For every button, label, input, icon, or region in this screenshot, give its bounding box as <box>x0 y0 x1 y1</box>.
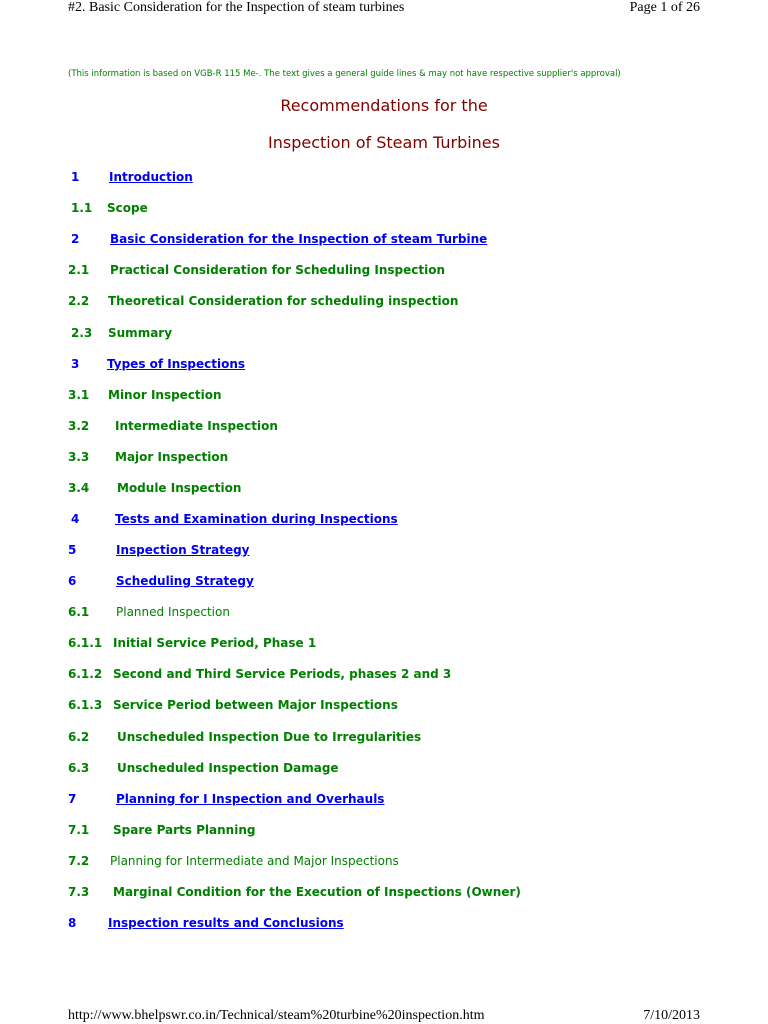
toc-label: Intermediate Inspection <box>115 419 278 433</box>
toc-link-1[interactable] <box>71 170 193 184</box>
toc-number: 6.1.3 <box>68 698 103 712</box>
toc-item-6-1-2 <box>68 667 451 681</box>
toc-number: 6.3 <box>68 761 90 775</box>
toc-label: Service Period between Major Inspections <box>113 698 398 712</box>
document-title-line-1: Recommendations for the <box>280 96 488 115</box>
document-title-line-2: Inspection of Steam Turbines <box>268 133 500 152</box>
toc-link-8[interactable] <box>68 916 344 930</box>
toc-label: Minor Inspection <box>108 388 222 402</box>
toc-item-3-1 <box>68 388 222 402</box>
toc-label: Inspection Strategy <box>116 543 250 557</box>
toc-number: 2.1 <box>68 263 90 277</box>
toc-link-7[interactable] <box>68 792 384 806</box>
toc-link-6[interactable] <box>68 574 254 588</box>
toc-label: Inspection results and Conclusions <box>108 916 344 930</box>
toc-label: Unscheduled Inspection Damage <box>117 761 339 775</box>
page-indicator: Page 1 of 26 <box>629 0 700 15</box>
toc-label: Module Inspection <box>117 481 242 495</box>
toc-item-7-2 <box>68 854 399 868</box>
toc-label: Second and Third Service Periods, phases 2 and 3 <box>113 667 452 681</box>
toc-item-7-3 <box>68 885 521 899</box>
toc-number: 3.2 <box>68 419 90 433</box>
toc-item-6-3 <box>68 761 339 775</box>
toc-label: Spare Parts Planning <box>113 823 256 837</box>
toc-number: 7.3 <box>68 885 90 899</box>
toc-label: Marginal Condition for the Execution of Inspections (Owner) <box>113 885 521 899</box>
toc-number: 6.1.1 <box>68 636 103 650</box>
footer-date: 7/10/2013 <box>643 1008 700 1023</box>
toc-number: 5 <box>68 543 77 557</box>
toc-number: 4 <box>71 512 80 526</box>
toc-label: Theoretical Consideration for scheduling inspection <box>108 294 459 308</box>
toc-number: 6.1.2 <box>68 667 103 681</box>
toc-label: Planning for I Inspection and Overhauls <box>116 792 385 806</box>
toc-number: 7 <box>68 792 77 806</box>
toc-label: Unscheduled Inspection Due to Irregularities <box>117 730 422 744</box>
toc-label: Practical Consideration for Scheduling Inspection <box>110 263 445 277</box>
toc-label: Initial Service Period, Phase 1 <box>113 636 317 650</box>
toc-label: Major Inspection <box>115 450 229 464</box>
toc-number: 8 <box>68 916 77 930</box>
toc-link-2[interactable] <box>71 232 487 246</box>
toc-item-6-1-1 <box>68 636 316 650</box>
toc-label: Scheduling Strategy <box>116 574 254 588</box>
toc-item-3-3 <box>68 450 228 464</box>
toc-item-3-4 <box>68 481 241 495</box>
toc-item-2-3 <box>71 326 172 340</box>
toc-item-6-2 <box>68 730 421 744</box>
toc-number: 6 <box>68 574 77 588</box>
toc-label: Summary <box>108 326 173 340</box>
toc-link-5[interactable] <box>68 543 250 557</box>
toc-label: Tests and Examination during Inspections <box>115 512 398 526</box>
header-title: #2. Basic Consideration for the Inspection of steam turbines <box>68 0 405 15</box>
toc-number: 1 <box>71 170 80 184</box>
toc-label: Basic Consideration for the Inspection of steam Turbine <box>110 232 488 246</box>
toc-item-6-1-3 <box>68 698 398 712</box>
toc-number: 3.1 <box>68 388 90 402</box>
toc-label: Introduction <box>109 170 193 184</box>
toc-item-6-1 <box>68 605 230 619</box>
footer-url: http://www.bhelpswr.co.in/Technical/steam%20turbine%20inspection.htm <box>68 1008 485 1023</box>
toc-label: Types of Inspections <box>107 357 246 371</box>
toc-number: 1.1 <box>71 201 93 215</box>
toc-label: Scope <box>107 201 148 215</box>
toc-item-2-2 <box>68 294 458 308</box>
toc-link-3[interactable] <box>71 357 245 371</box>
toc-number: 3.4 <box>68 481 90 495</box>
toc-label: Planned Inspection <box>116 605 230 619</box>
toc-item-3-2 <box>68 419 278 433</box>
toc-link-4[interactable] <box>71 512 398 526</box>
toc-number: 6.2 <box>68 730 90 744</box>
toc-number: 2.3 <box>71 326 93 340</box>
toc-item-2-1 <box>68 263 445 277</box>
toc-number: 6.1 <box>68 605 90 619</box>
toc-number: 2 <box>71 232 80 246</box>
toc-item-1-1 <box>71 201 148 215</box>
toc-number: 2.2 <box>68 294 90 308</box>
toc-number: 7.2 <box>68 854 90 868</box>
toc-number: 3.3 <box>68 450 90 464</box>
toc-label: Planning for Intermediate and Major Inspections <box>110 854 399 868</box>
toc-number: 3 <box>71 357 80 371</box>
toc-item-7-1 <box>68 823 255 837</box>
toc-number: 7.1 <box>68 823 90 837</box>
source-note: (This information is based on VGB-R 115 Me-. The text gives a general guide lines & may not have respective supplier's approval) <box>68 69 621 79</box>
